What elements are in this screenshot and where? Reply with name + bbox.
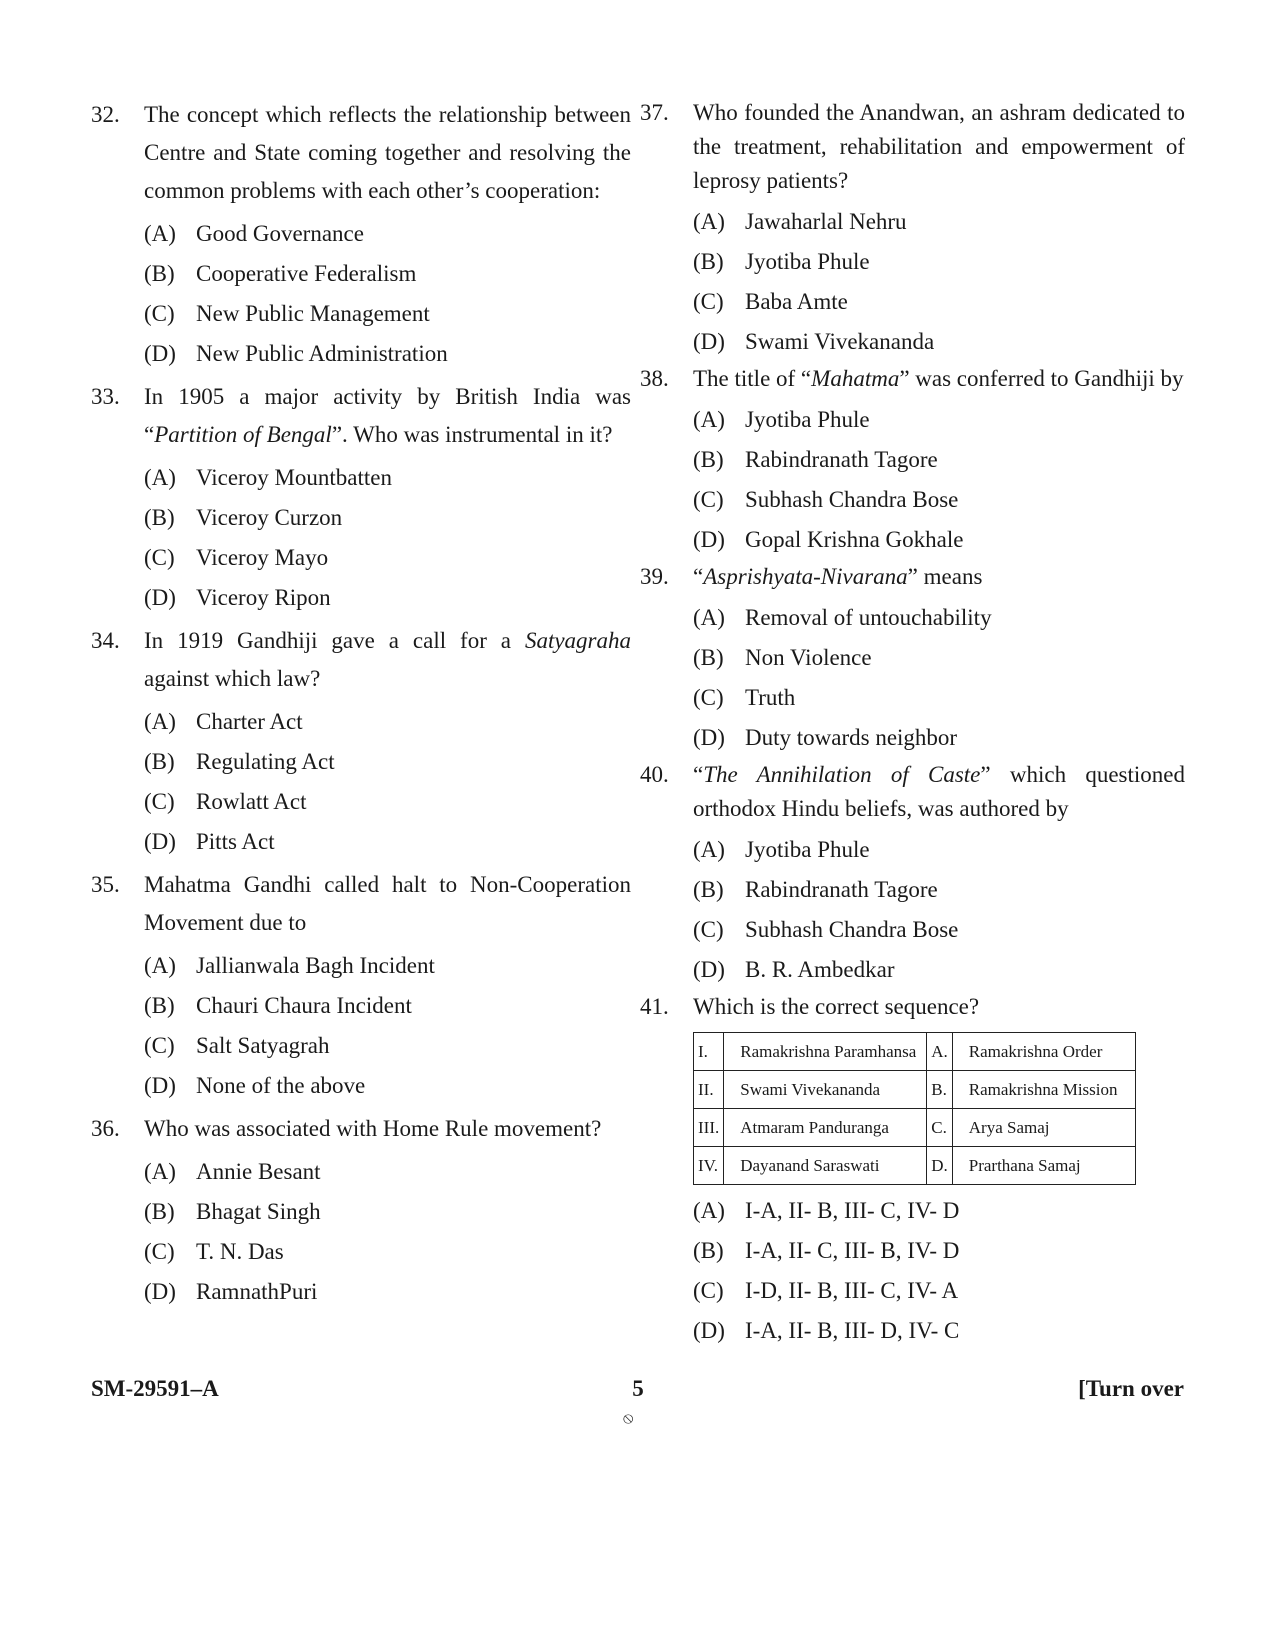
option-b: (B) Rabindranath Tagore: [693, 447, 938, 472]
question-38: [640, 362, 1185, 560]
option-a: (A) Jawaharlal Nehru: [693, 209, 907, 234]
option-a: (A) Removal of untouchability: [693, 605, 992, 630]
option-b: (B) Jyotiba Phule: [693, 249, 870, 274]
option-c: (C) Subhash Chandra Bose: [693, 487, 959, 512]
option-d: (D) None of the above: [144, 1073, 366, 1098]
option-a: (A) Charter Act: [144, 709, 303, 734]
option-a: (A) Jallianwala Bagh Incident: [144, 953, 435, 978]
question-number: 33.: [91, 384, 120, 409]
option-d: (D) I-A, II- B, III- D, IV- C: [693, 1318, 960, 1343]
option-d: (D) New Public Administration: [144, 341, 448, 366]
left-column: [91, 96, 631, 1312]
option-d: (D) Duty towards neighbor: [693, 725, 958, 750]
option-b: (B) Regulating Act: [144, 749, 335, 774]
table-row: III. Atmaram Panduranga C. Arya Samaj: [694, 1109, 1136, 1147]
option-d: (D) Gopal Krishna Gokhale: [693, 527, 964, 552]
question-32: [91, 96, 631, 374]
question-36: [91, 1110, 631, 1312]
question-40: [640, 758, 1185, 990]
option-b: (B) Viceroy Curzon: [144, 505, 343, 530]
question-33: [91, 378, 631, 618]
option-d: (D) B. R. Ambedkar: [693, 957, 895, 982]
option-c: (C) T. N. Das: [144, 1239, 284, 1264]
option-c: (C) Rowlatt Act: [144, 789, 307, 814]
question-number: 40.: [640, 762, 669, 787]
option-d: (D) RamnathPuri: [144, 1279, 318, 1304]
question-number: 35.: [91, 872, 120, 897]
question-35: [91, 866, 631, 1106]
question-37: [640, 96, 1185, 362]
question-stem: Who founded the Anandwan, an ashram dedicated to the treatment, rehabilitation and empowerment of leprosy patients?: [693, 100, 1185, 193]
option-c: (C) I-D, II- B, III- C, IV- A: [693, 1278, 959, 1303]
question-number: 34.: [91, 628, 120, 653]
question-number: 32.: [91, 102, 120, 127]
page-number: 5: [632, 1376, 644, 1401]
option-a: (A) Jyotiba Phule: [693, 837, 870, 862]
option-a: (A) Jyotiba Phule: [693, 407, 870, 432]
question-number: 38.: [640, 366, 669, 391]
option-b: (B) Rabindranath Tagore: [693, 877, 938, 902]
option-a: (A) Annie Besant: [144, 1159, 321, 1184]
right-column: [640, 96, 1185, 1351]
option-b: (B) Chauri Chaura Incident: [144, 993, 412, 1018]
question-stem: “Asprishyata-Nivarana” means: [693, 564, 983, 589]
question-number: 36.: [91, 1116, 120, 1141]
option-b: (B) Non Violence: [693, 645, 872, 670]
question-stem: In 1905 a major activity by British India was “Partition of Bengal”. Who was instrumental in it?: [144, 384, 631, 447]
booklet-code: SM-29591–A: [91, 1376, 219, 1401]
question-number: 39.: [640, 564, 669, 589]
question-stem: In 1919 Gandhiji gave a call for a Satyagraha against which law?: [144, 628, 631, 691]
option-c: (C) Baba Amte: [693, 289, 848, 314]
option-a: (A) Viceroy Mountbatten: [144, 465, 392, 490]
circle-slash-icon: ⦸: [623, 1410, 634, 1427]
option-c: (C) Viceroy Mayo: [144, 545, 329, 570]
question-41: [640, 990, 1185, 1351]
option-b: (B) I-A, II- C, III- B, IV- D: [693, 1238, 960, 1263]
sequence-table: [693, 1032, 1136, 1185]
question-39: [640, 560, 1185, 758]
option-b: (B) Cooperative Federalism: [144, 261, 417, 286]
table-row: II. Swami Vivekananda B. Ramakrishna Mission: [694, 1071, 1136, 1109]
option-c: (C) New Public Management: [144, 301, 430, 326]
option-d: (D) Swami Vivekananda: [693, 329, 935, 354]
question-stem: The title of “Mahatma” was conferred to Gandhiji by: [693, 366, 1184, 391]
turn-over-note: [Turn over: [1078, 1376, 1184, 1401]
option-c: (C) Subhash Chandra Bose: [693, 917, 959, 942]
option-d: (D) Pitts Act: [144, 829, 275, 854]
question-stem: The concept which reflects the relationship between Centre and State coming together and resolving the common problems with each other’s cooperation:: [144, 102, 631, 203]
table-row: I. Ramakrishna Paramhansa A. Ramakrishna Order: [694, 1033, 1136, 1071]
question-number: 41.: [640, 994, 669, 1019]
question-stem: Which is the correct sequence?: [693, 994, 980, 1019]
question-stem: Mahatma Gandhi called halt to Non-Cooperation Movement due to: [144, 872, 631, 935]
question-stem: Who was associated with Home Rule movement?: [144, 1116, 602, 1141]
option-d: (D) Viceroy Ripon: [144, 585, 331, 610]
option-a: (A) I-A, II- B, III- C, IV- D: [693, 1198, 960, 1223]
option-c: (C) Truth: [693, 685, 796, 710]
question-stem: “The Annihilation of Caste” which questioned orthodox Hindu beliefs, was authored by: [693, 762, 1185, 821]
table-row: IV. Dayanand Saraswati D. Prarthana Samaj: [694, 1147, 1136, 1185]
option-a: (A) Good Governance: [144, 221, 364, 246]
option-b: (B) Bhagat Singh: [144, 1199, 321, 1224]
question-34: [91, 622, 631, 862]
option-c: (C) Salt Satyagrah: [144, 1033, 330, 1058]
question-number: 37.: [640, 100, 669, 125]
